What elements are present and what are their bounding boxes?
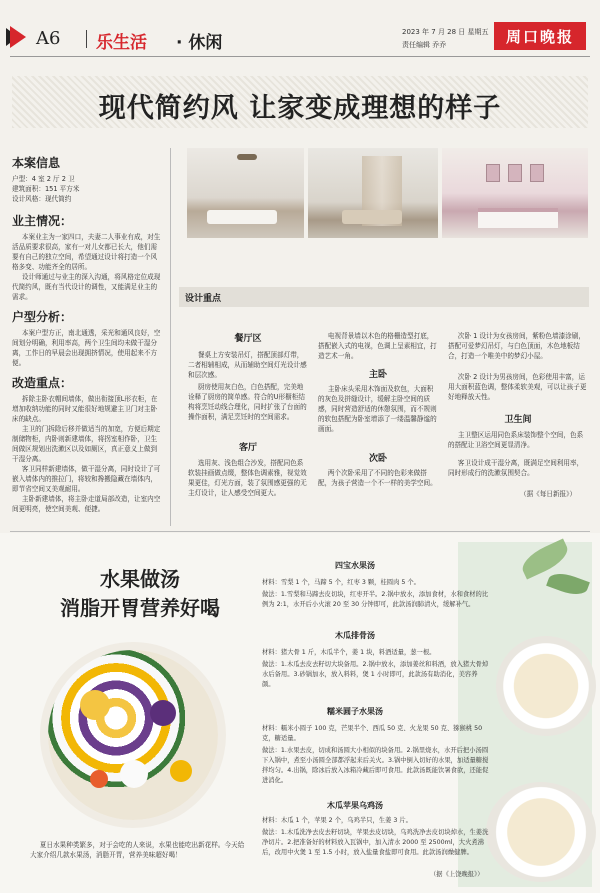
column-divider (170, 148, 171, 526)
red-arrow-icon (10, 26, 26, 48)
article-source: （据《每日新报》） (520, 490, 577, 498)
dish-plate (496, 636, 596, 736)
layout-heading: 户型分析： (12, 310, 73, 324)
case-info-heading: 本案信息 (12, 156, 61, 170)
case-info-line: 建筑面积：151 平方米 (12, 185, 80, 193)
owner-paragraph: 本案业主为一家四口，夫妻二人事业有成，对生活品质要求很高，家有一对儿女都已长大，他们需要有自己的独立空间，希望通过设计将打造一个风格多变、功能齐全的居所。 (12, 233, 161, 271)
improve-paragraph: 主卫的门拆除后移并做适当的加宽，方便后期定制储物柜，内卧则新建墙体，将拐室相作卧，卫生间做区规划出洗漱区以及如厕区，真正意义上做到干湿分离。 (12, 425, 161, 463)
recipe-method: 做法：1.木瓜洗净去皮去籽切块，苹果去皮切块，乌鸡洗净去皮切块焯水，生姜洗净切片。2.把准备好的材料放入瓦锅中，加入清水 2000 至 2500ml，大火煮沸后，改用中火煲 1 至 1.5 小时，放入盐量食盐即可食用。此款汤润燥健脾。 (262, 829, 489, 856)
master-heading: 主卧 (368, 370, 387, 380)
recipe-method: 做法：1.水果去皮，切成和汤圆大小相似的块备用。2.锅里烧水，水开后把小汤圆下入锅中，煮至小汤圆全部都浮起来后关火。3.锅中倒入切好的水果，加适量糖搅拌均匀。4.出锅，除冰后放入冰箱冷藏后即可食用。此款汤既能饮暑食欲，还能促进消化。 (262, 747, 489, 784)
fruit-soup-photo (48, 650, 218, 820)
tv-wall-paragraph: 电视背景墙以木色的格栅造型打底，搭配嵌入式的电视，色调上呈素相宜，打造艺术一角。 (318, 332, 437, 360)
dining-room-photo (308, 148, 438, 238)
improve-paragraph: 拆除主卧衣帽间墙体，做出衔接顶L形衣柜，在增加收纳功能的同时又能很好地规避主卫门对主卧床的缺点。 (12, 395, 158, 423)
fruit-piece (170, 760, 192, 782)
design-heading: 设计重点 (185, 294, 222, 304)
soup-caption: 夏日水果种类繁多，对于会吃的人来说，水果也能吃出新花样。今天给大家介绍几款水果汤，消脂开胃，营养美味超好喝！ (30, 841, 245, 859)
case-info-line: 设计风格：现代简约 (12, 195, 72, 203)
recipe-title: 木瓜苹果乌鸡汤 (327, 801, 383, 810)
bedroom-photo (442, 148, 588, 238)
dragonfruit-piece (150, 700, 176, 726)
left-column (12, 150, 162, 514)
header-divider (86, 30, 87, 48)
issue-date: 2023 年 7 月 28 日 星期五 (402, 28, 489, 36)
recipe-title: 糯米圆子水果汤 (327, 707, 383, 716)
section-name: 乐生活 (96, 33, 147, 53)
recipe-ingredients: 材料：糯米小圆子 100 克，芒果半个、西瓜 50 克、火龙果 50 克、猕猴桃 50 克，糖适量。 (262, 725, 483, 742)
recipe-ingredients: 材料：木瓜 1 个，苹果 2 个，乌鸡半只，生姜 3 片。 (262, 817, 412, 824)
article-title: 现代简约风 让家变成理想的样子 (98, 93, 502, 124)
header-rule (10, 56, 590, 57)
rice-ball (120, 760, 148, 788)
dining-heading: 餐厅区 (234, 334, 262, 344)
recipe-method: 做法：1.雪梨和马蹄去皮切块，红枣开半。2.锅中放水，添加食材，水和食材的比例为 2:1，水开后小火滚 20 至 30 分钟即可，此款汤润肺清火，缓解补气。 (262, 591, 489, 608)
sofa-shape (207, 210, 277, 224)
wall-frame (486, 164, 500, 182)
design-heading-bar (179, 287, 589, 307)
living-paragraph: 选用灰、浅色组合沙发，搭配同色系软装挂画做点缀，整体色调素雅，视觉效果更佳，灯光方面，装了氛围感更强的无主灯设计，让人感受空间更大。 (188, 459, 307, 497)
soup-title-line1: 水果做汤 (100, 567, 180, 591)
newspaper-logo: 周口晚报 (494, 22, 586, 50)
living-room-photo (187, 148, 304, 238)
table-shape (342, 210, 402, 224)
recipe-method: 做法：1.木瓜去皮去籽切大块备用。2.锅中放水，添加姜丝和料酒，放入猪大骨焯水后备用。3.砂锅加水，放入料料，煲 1 小时即可，此款汤有助消化，美容养颜。 (262, 661, 489, 688)
recipe-ingredients: 材料：雪梨 1 个，马蹄 5 个，红枣 3 颗，桂圆肉 5 个。 (262, 579, 420, 586)
section-rule (10, 531, 590, 532)
editor-credit: 责任编辑 乔乔 (402, 41, 447, 49)
wall-frame (508, 164, 522, 182)
recipe-title: 木瓜排骨汤 (335, 631, 375, 640)
bath-paragraph: 客卫设计成干湿分离，既满足空间利用率，同时形成行的洗漱氛围契合。 (448, 459, 584, 477)
title-band (12, 76, 588, 128)
improve-heading: 改造重点： (12, 376, 73, 390)
page-number: A6 (36, 28, 61, 49)
mango-piece (80, 690, 110, 720)
bath-heading: 卫生间 (504, 415, 532, 425)
owner-paragraph: 设计师通过与业主的深入沟通，将风格定位成现代简约风，既有当代设计的调性，又能满足业主的需求。 (12, 273, 161, 301)
wall-frame (530, 164, 544, 182)
dining-paragraph: 厨房使用灰白色，白色搭配，完美地诠释了厨房的简单感。符合的U形橱柜结构将烹饪动线合理化，同时扩张了台面的操作面积，满足烹饪时的空间需求。 (188, 383, 307, 421)
recipe-title: 四宝水果汤 (335, 561, 375, 570)
bath-paragraph: 主卫整区运用同色系床装饰整个空间，色系的搭配让卫浴空间更显清净。 (448, 431, 584, 449)
living-heading: 客厅 (238, 443, 257, 453)
case-info-line: 户型：4 室 2 厅 2 卫 (12, 175, 75, 183)
section-subname: · 休闲 (176, 33, 223, 53)
improve-paragraph: 主卧新建墙体，将主卧走道局部改造，让室内空间更明亮，使空间美观、便捷。 (12, 495, 161, 513)
owner-heading: 业主情况： (12, 214, 73, 228)
bed-shape (478, 208, 558, 228)
fruit-piece (90, 770, 108, 788)
layout-paragraph: 本案户型方正，南北通透，采光和通风良好，空间划分明确，利用率高，两个卫生间均未做干湿分离，工作日的早晨会出现拥挤情况，使用起来不方便。 (12, 329, 161, 367)
kids-heading: 次卧 (368, 454, 387, 464)
dining-paragraph: 餐桌上方安装吊灯，搭配顶部灯带，二者相辅相成，从而辅助空间灯光设计感和层次感。 (188, 351, 307, 379)
girl-room-paragraph: 次卧 1 设计为女孩房间，紫粉色墙漆涂刷，搭配可爱梦幻吊灯，与白色顶面，木色地板结合，打造一个唯美中的梦幻小屋。 (448, 332, 585, 360)
master-paragraph: 主卧床头采用木饰面及软包，大面积的灰色及拼缝设计，缓解主卧空间的质感，同时营造舒适的休憩氛围，而不规则的软包搭配为卧室增添了一缕温馨静谧的画面。 (318, 385, 437, 433)
recipe-source: （据《上饶晚报》） (430, 871, 484, 878)
dish-plate (486, 782, 596, 882)
improve-paragraph: 客卫同样新建墙体，做干湿分离，同时设计了可嵌入墙体内的推拉门，将较和搀搬隐藏在墙体内，即节省空间又美观耐用。 (12, 465, 161, 493)
boy-room-paragraph: 次卧 2 设计为男孩房间，色彩使用丰富，运用大面积蓝色调，整体柔软美观，可以让孩子更好地释放天性。 (448, 373, 587, 401)
kids-paragraph: 两个次卧采用了不同的色彩来做搭配，为孩子营造一个不一样的美学空间。 (318, 469, 437, 487)
recipe-ingredients: 材料：猪大骨 1 斤，木瓜半个，姜 1 块，料酒适量，葱一根。 (262, 649, 436, 656)
lamp-shape (237, 154, 257, 160)
page-header (0, 0, 600, 56)
soup-title-line2: 消脂开胃营养好喝 (60, 596, 220, 620)
